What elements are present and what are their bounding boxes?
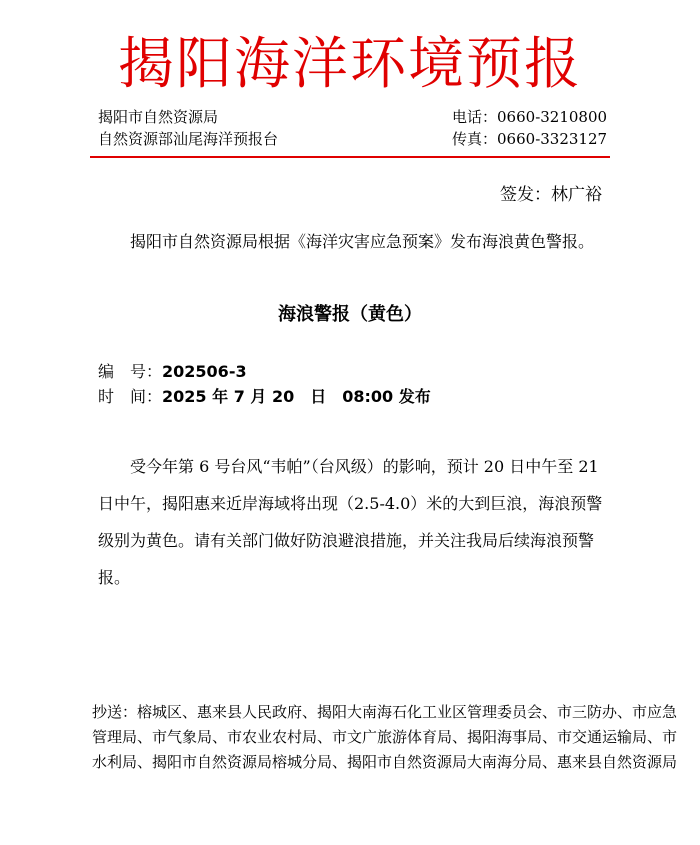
cc-recipients: 榕城区、惠来县人民政府、揭阳大南海石化工业区管理委员会、市三防办、市应急管理局、市气象局、市农业农村局、市文广旅游体育局、揭阳海事局、市交通运输局、市水利局、揭阳市自然资源局榕城分局、揭阳市自然资源局大南海分局、惠来县自然资源局 — [92, 703, 678, 771]
document-title: 揭阳海洋环境预报 — [118, 32, 582, 97]
phone-number: 0660-3210800 — [497, 108, 608, 126]
org-line-2: 自然资源部汕尾海洋预报台 — [98, 130, 279, 148]
fax-number: 0660-3323127 — [497, 130, 608, 148]
fax-line — [452, 128, 607, 150]
signer-line — [500, 180, 602, 205]
cc-label: 抄送： — [92, 703, 138, 721]
intro-paragraph: 揭阳市自然资源局根据《海洋灾害应急预案》发布海浪黄色警报。 — [130, 232, 595, 251]
signer-name: 林广裕 — [551, 185, 602, 205]
notice-number-label: 编 号： — [98, 362, 163, 381]
body-paragraph: 受今年第 6 号台风“韦帕”（台风级）的影响，预计 20 日中午至 21 日中午，揭阳惠来近岸海域将出现（2.5-4.0）米的大到巨浪，海浪预警级别为黄色。请有关部门做好防浪避浪措施，并关注我局后续海浪预警报。 — [98, 457, 603, 587]
phone-label: 电话： — [452, 108, 498, 126]
signer-label: 签发： — [500, 185, 551, 205]
phone-line — [452, 106, 607, 128]
notice-time: 2025 年 7 月 20 日 08:00 发布 — [162, 387, 431, 406]
org-line-1: 揭阳市自然资源局 — [98, 108, 219, 126]
notice-number-line — [98, 359, 247, 385]
notice-number: 202506-3 — [162, 362, 247, 381]
header-divider — [90, 156, 610, 158]
fax-label: 传真： — [452, 130, 498, 148]
notice-time-line — [98, 384, 431, 410]
notice-time-label: 时 间： — [98, 387, 163, 406]
cc-block — [92, 700, 690, 775]
notice-title: 海浪警报（黄色） — [278, 304, 422, 325]
